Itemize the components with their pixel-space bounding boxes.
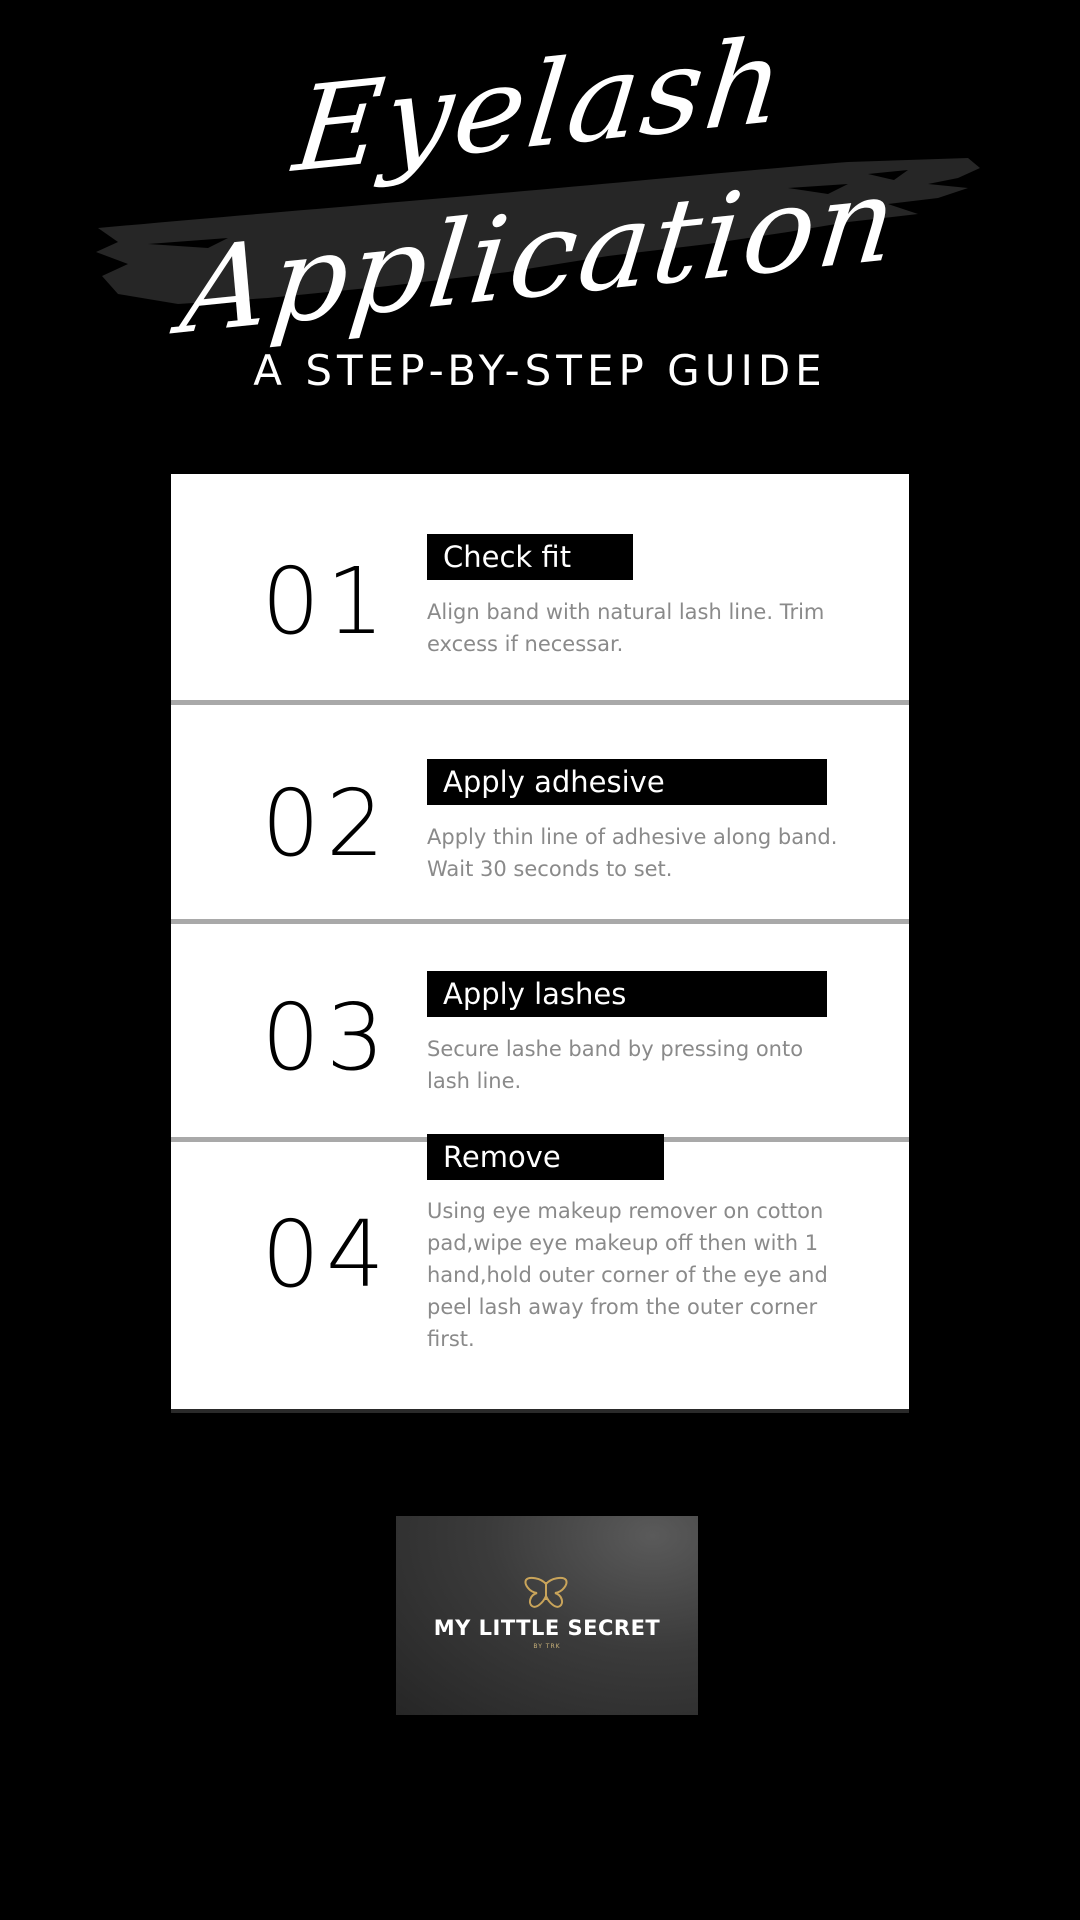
butterfly-icon [523,1576,569,1610]
step-divider-2 [171,919,909,924]
brand-logo [396,1516,698,1715]
subtitle: A STEP-BY-STEP GUIDE [253,346,827,395]
step-4-title: Remove [427,1134,664,1180]
step-1-title: Check fit [427,534,633,580]
step-divider-1 [171,700,909,705]
step-3-title: Apply lashes [427,971,827,1017]
step-4-number: 04 [261,1201,391,1308]
step-3-description: Secure lashe band by pressing onto lash line. [427,1037,804,1093]
brand-byline: BY TRK [533,1643,561,1650]
step-1-description: Align band with natural lash line. Trim excess if necessar. [427,600,825,656]
step-2-title: Apply adhesive [427,759,827,805]
brand-name: MY LITTLE SECRET [433,1616,661,1640]
title-line-2: Application [175,149,905,361]
steps-card [171,474,909,1409]
step-1-number: 01 [261,548,391,655]
step-3-number: 03 [261,984,391,1091]
step-4-description: Using eye makeup remover on cotton pad,wipe eye makeup off then with 1 hand,hold outer corner of the eye and peel lash away from the outer corner first. [427,1199,828,1351]
step-2-description: Apply thin line of adhesive along band. Wait 30 seconds to set. [427,825,838,881]
title-line-1: Eyelash [287,11,793,199]
step-2-number: 02 [261,770,391,877]
